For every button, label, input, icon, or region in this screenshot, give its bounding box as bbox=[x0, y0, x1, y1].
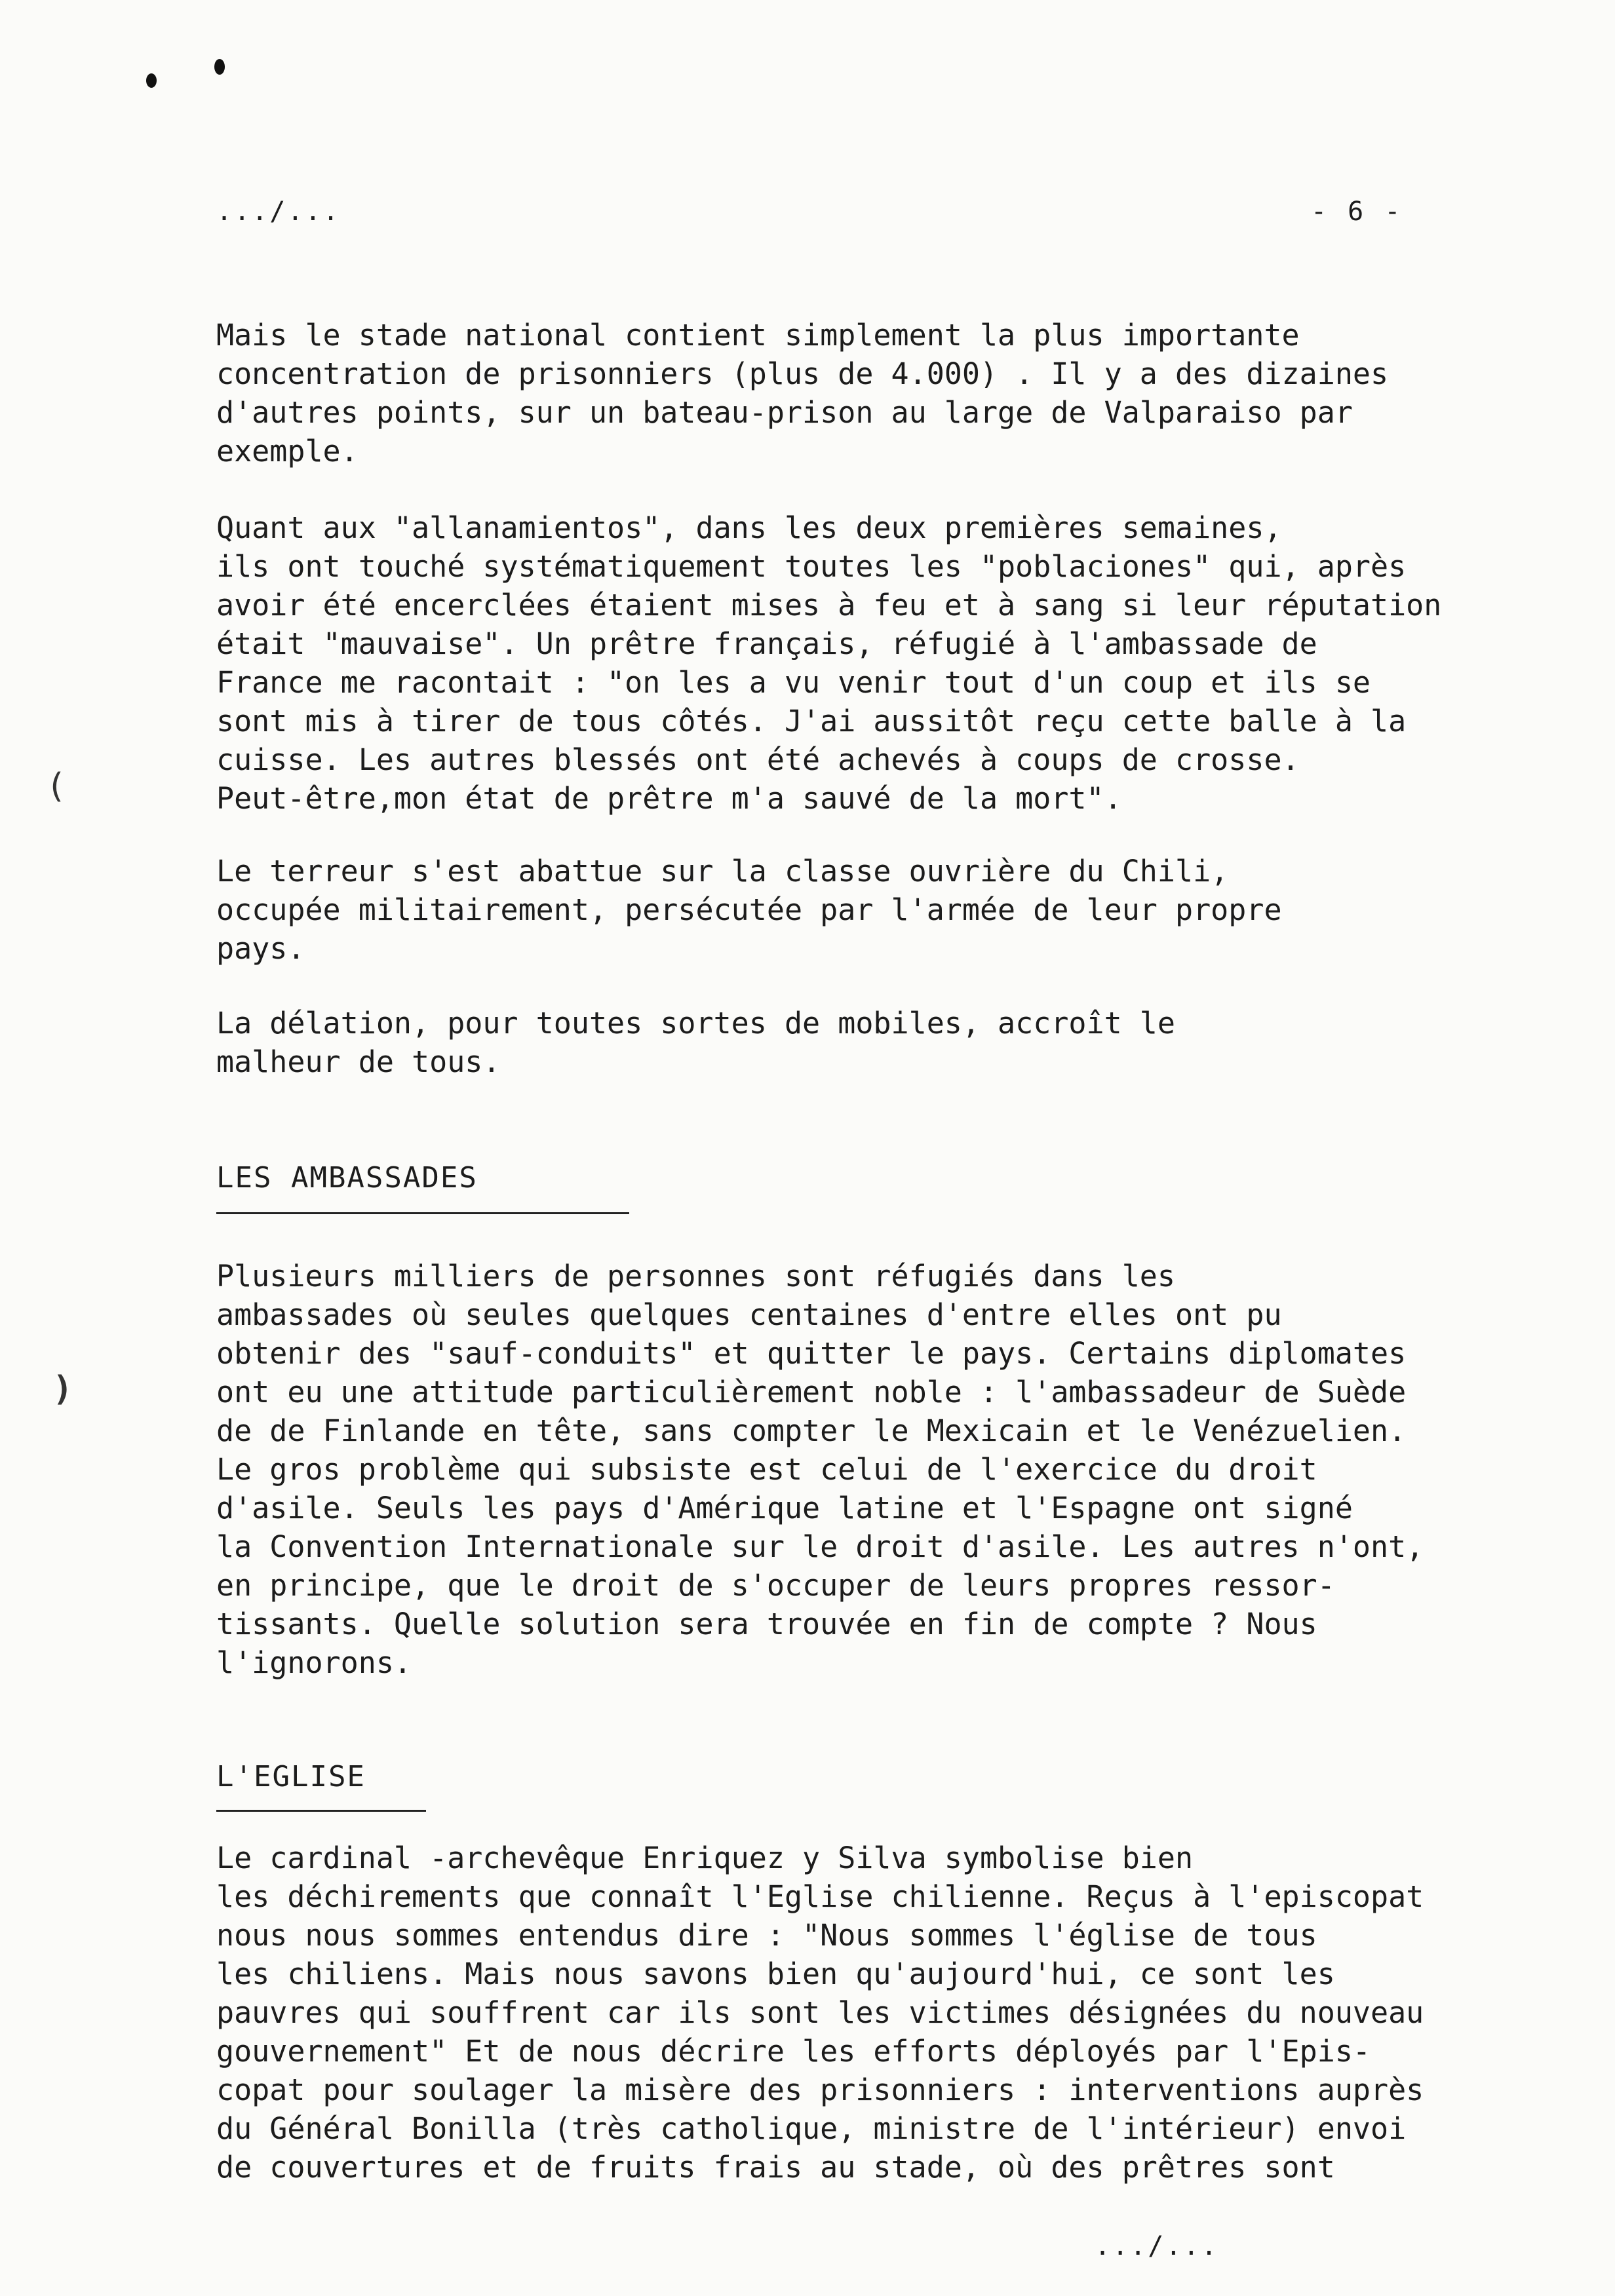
footer-continuation: .../... bbox=[1095, 2231, 1219, 2261]
margin-mark-top: ( bbox=[46, 767, 67, 806]
paragraph-delation: La délation, pour toutes sortes de mobiles, accroît le malheur de tous. bbox=[216, 1006, 1175, 1079]
heading-ambassades-underline bbox=[216, 1212, 629, 1214]
binding-dot-right bbox=[214, 59, 225, 75]
binding-dot-left bbox=[146, 73, 157, 88]
margin-mark-bottom: ) bbox=[52, 1369, 73, 1409]
paragraph-ambassades: Plusieurs milliers de personnes sont réfugiés dans les ambassades où seules quelques centaines d'entre elles ont pu obtenir des "sauf-conduits" et quitter le pays. Certains diplomates ont eu une attitude particulièrement noble : l'ambassadeur de Suède de de Finlande en tête, sans compter le Mexicain et le Venézuelien. Le gros problème qui subsiste est celui de l'exercice du droit d'asile. Seuls les pays d'Amérique latine et l'Espagne ont signé la Convention Internationale sur le droit d'asile. Les autres n'ont, en principe, que le droit de s'occuper de leurs propres ressor- tissants. Quelle solution sera trouvée en fin de compte ? Nous l'ignorons. bbox=[216, 1259, 1424, 1680]
header-continuation: .../... bbox=[216, 197, 341, 227]
paragraph-eglise: Le cardinal -archevêque Enriquez y Silva symbolise bien les déchirements que connaît l'Eglise chilienne. Reçus à l'episcopat nous nous sommes entendus dire : "Nous sommes l'église de tous les chiliens. Mais nous savons bien qu'aujourd'hui, ce sont les pauvres qui souffrent car ils sont les victimes désignées du nouveau gouvernement" Et de nous décrire les efforts déployés par l'Epis- copat pour soulager la misère des prisonniers : interventions auprès du Général Bonilla (très catholique, ministre de l'intérieur) envoi de couvertures et de fruits frais au stade, où des prêtres sont bbox=[216, 1841, 1424, 2185]
paragraph-stade: Mais le stade national contient simplement la plus importante concentration de prisonniers (plus de 4.000) . Il y a des dizaines d'autres points, sur un bateau-prison au large de Valparaiso par exemple. bbox=[216, 318, 1389, 469]
page-number: - 6 - bbox=[1311, 197, 1403, 227]
heading-eglise-underline bbox=[216, 1810, 426, 1812]
heading-eglise: L'EGLISE bbox=[216, 1760, 366, 1793]
paragraph-terreur: Le terreur s'est abattue sur la classe ouvrière du Chili, occupée militairement, persécutée par l'armée de leur propre pays. bbox=[216, 854, 1282, 966]
heading-ambassades: LES AMBASSADES bbox=[216, 1161, 478, 1195]
paragraph-allanamientos: Quant aux "allanamientos", dans les deux premières semaines, ils ont touché systématiquement toutes les "poblaciones" qui, après avoir été encerclées étaient mises à feu et à sang si leur réputation était "mauvaise". Un prêtre français, réfugié à l'ambassade de France me racontait : "on les a vu venir tout d'un coup et ils se sont mis à tirer de tous côtés. J'ai aussitôt reçu cette balle à la cuisse. Les autres blessés ont été achevés à coups de crosse. Peut-être,mon état de prêtre m'a sauvé de la mort". bbox=[216, 510, 1442, 816]
